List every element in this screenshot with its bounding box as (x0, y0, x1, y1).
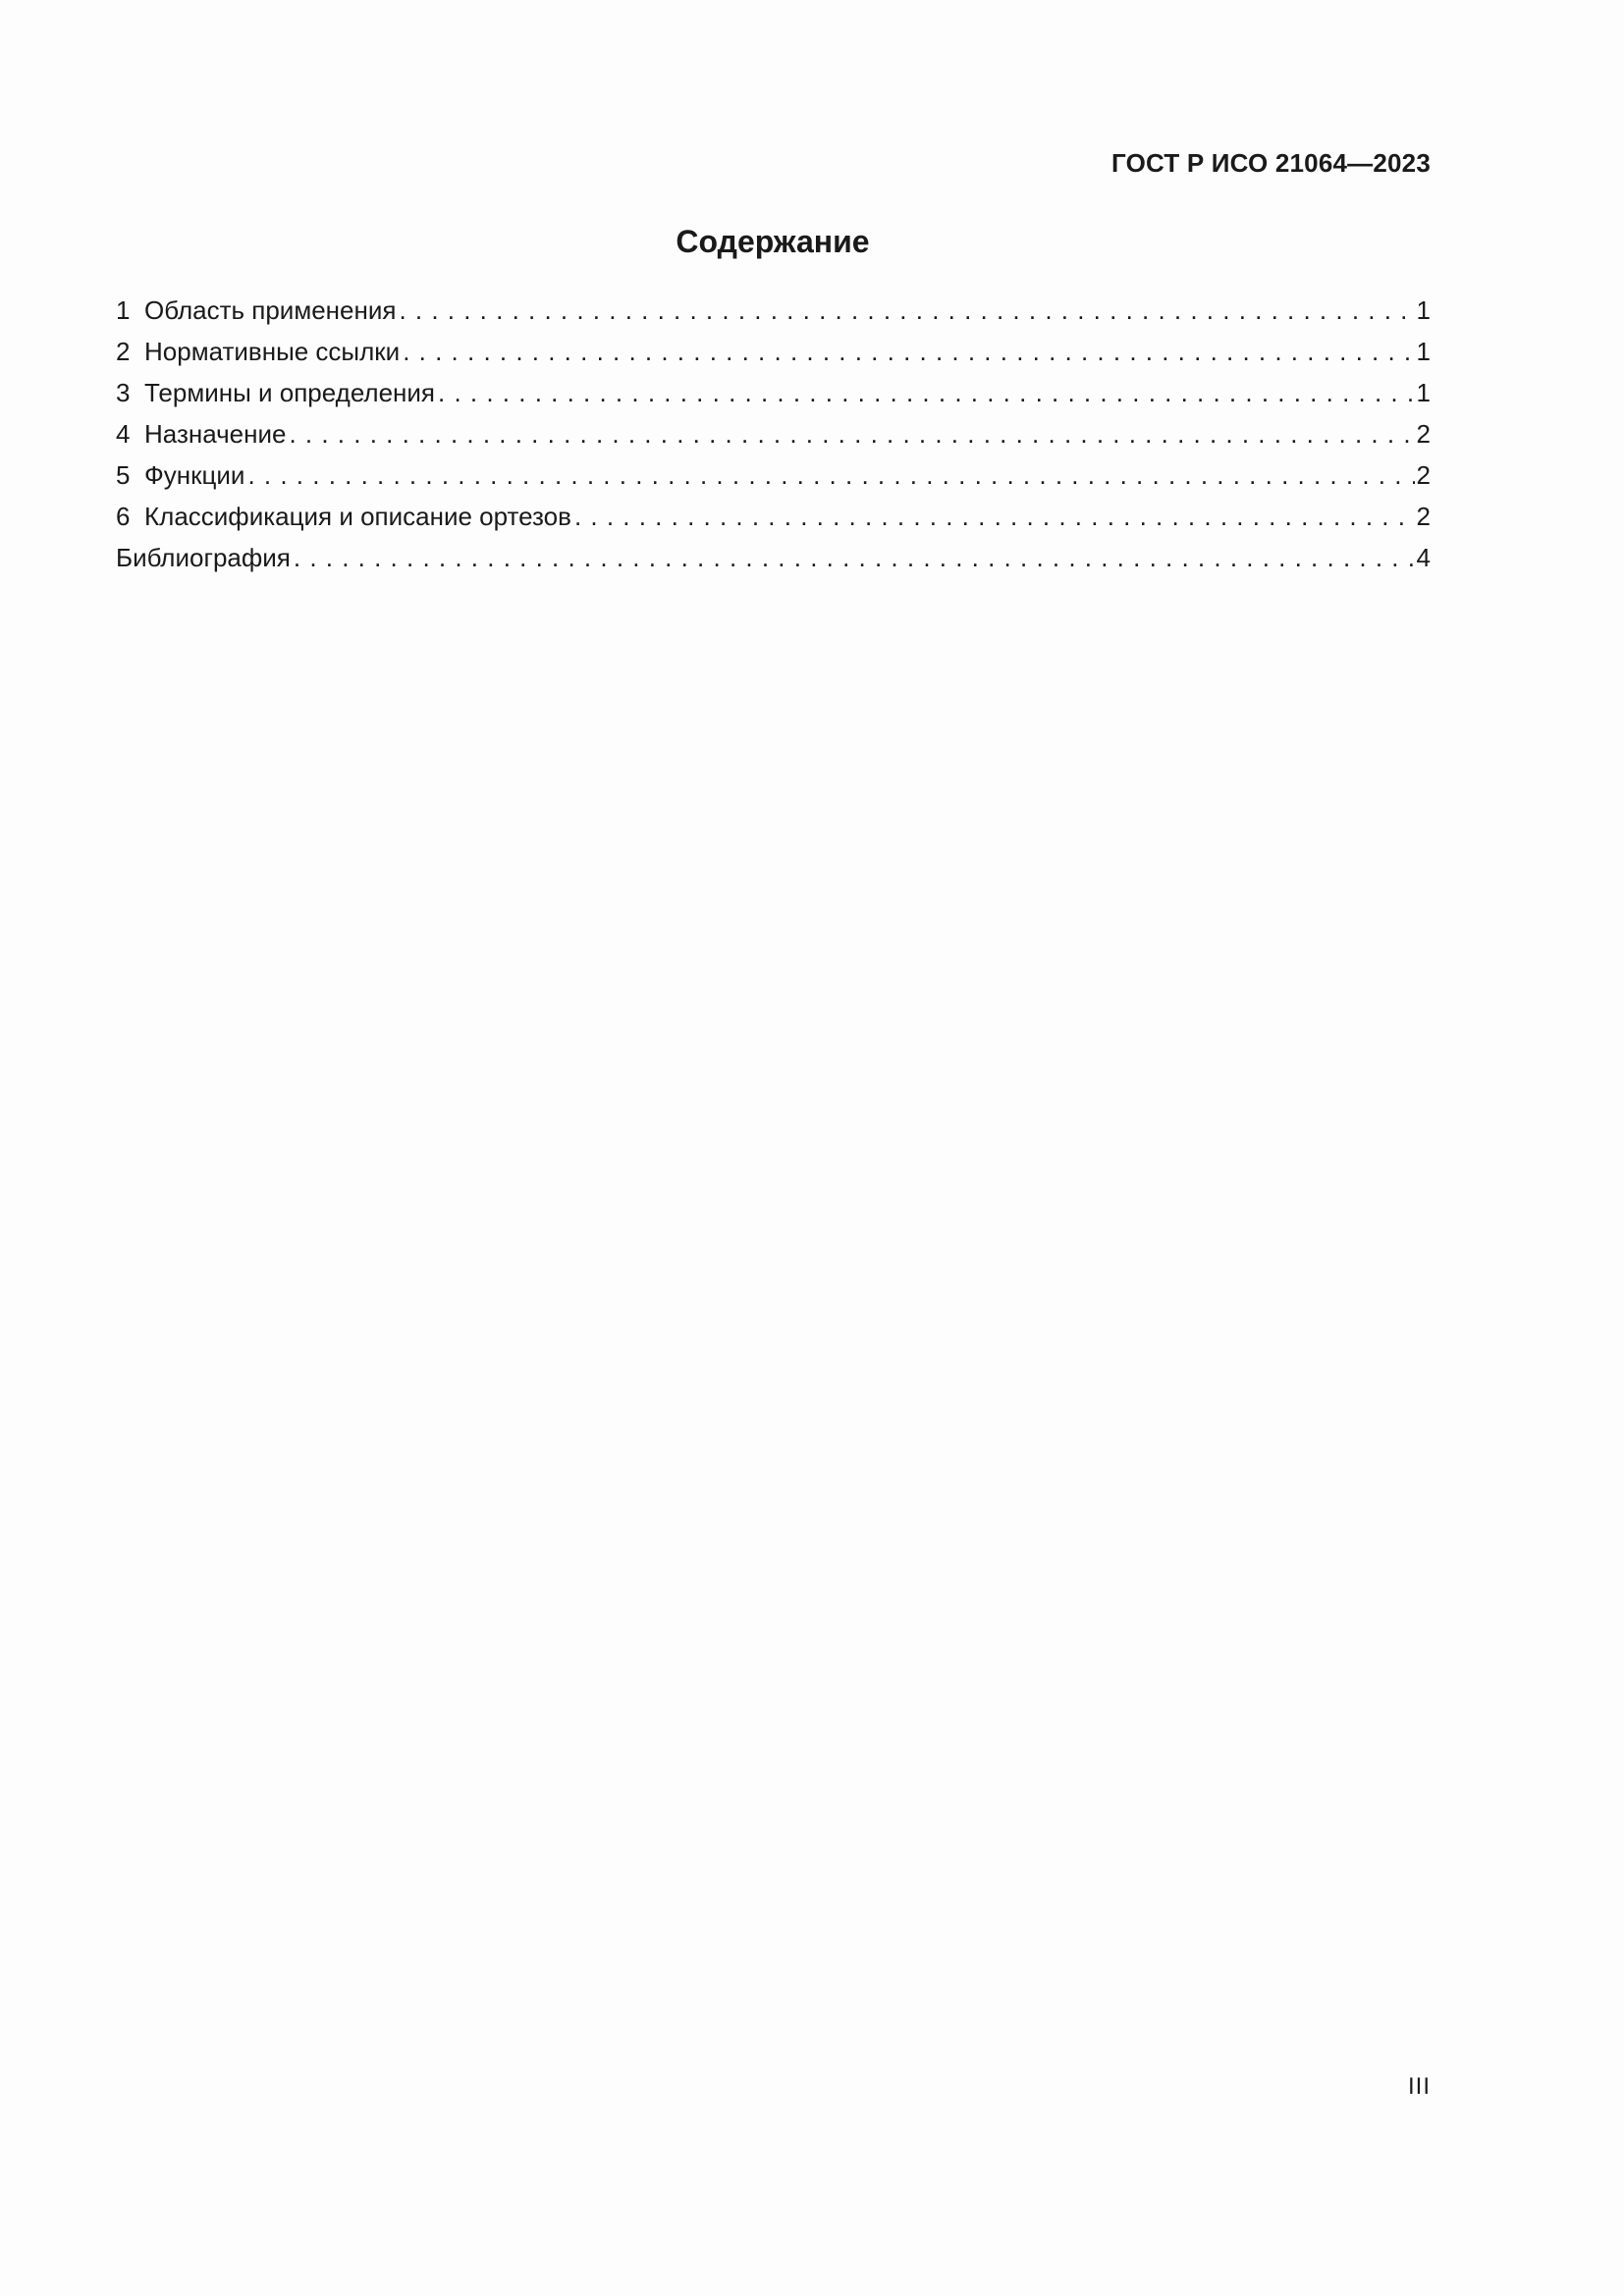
toc-entry-functions[interactable] (116, 457, 1431, 499)
toc-entry-label: Классификация и описание ортезов (144, 502, 571, 531)
page-number: III (1407, 2073, 1431, 2100)
dot-leader (400, 334, 1414, 369)
toc-entry-page: 2 (1416, 460, 1431, 490)
dot-leader (286, 416, 1414, 452)
table-of-contents (116, 293, 1431, 581)
toc-entry-purpose[interactable] (116, 416, 1431, 457)
toc-entry-number: 4 (116, 419, 131, 449)
document-code-header: ГОСТ Р ИСО 21064—2023 (1110, 148, 1431, 178)
toc-entry-terms-definitions[interactable] (116, 375, 1431, 416)
toc-entry-page: 1 (1416, 295, 1431, 325)
toc-entry-page: 1 (1416, 337, 1431, 366)
toc-entry-label: Термины и определения (144, 378, 436, 407)
dot-leader (291, 540, 1415, 575)
toc-entry-page: 2 (1416, 502, 1431, 531)
dot-leader (396, 293, 1414, 328)
dot-leader (435, 375, 1415, 410)
toc-entry-bibliography[interactable] (116, 540, 1431, 581)
toc-entry-number: 5 (116, 460, 131, 490)
toc-entry-classification[interactable] (116, 499, 1431, 540)
toc-entry-label: Назначение (144, 419, 287, 449)
toc-title: Содержание (676, 224, 870, 259)
toc-entry-page: 1 (1416, 378, 1431, 407)
toc-entry-page: 4 (1416, 543, 1431, 572)
toc-entry-label: Функции (144, 460, 245, 490)
toc-entry-page: 2 (1416, 419, 1431, 449)
toc-entry-scope[interactable] (116, 293, 1431, 334)
toc-entry-number: 2 (116, 337, 131, 366)
dot-leader (571, 499, 1415, 534)
toc-entry-normative-references[interactable] (116, 334, 1431, 375)
toc-entry-label: Нормативные ссылки (144, 337, 401, 366)
toc-entry-label: Библиография (116, 543, 291, 572)
toc-entry-number: 3 (116, 378, 131, 407)
toc-entry-number: 1 (116, 295, 131, 325)
toc-entry-label: Область применения (144, 295, 397, 325)
toc-entry-number: 6 (116, 502, 131, 531)
dot-leader (244, 457, 1414, 493)
